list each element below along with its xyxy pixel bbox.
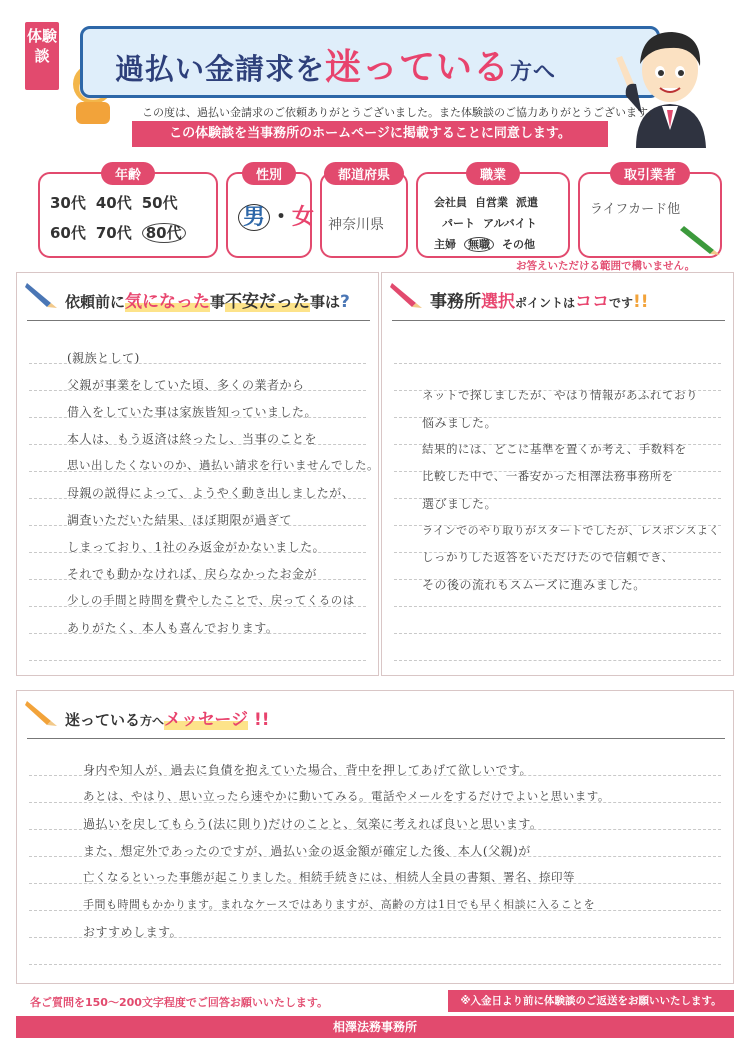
ruled-line — [29, 964, 721, 965]
handwritten-line: その後の流れもスムーズに進みました。 — [422, 578, 646, 592]
handwritten-line: 悩みました。 — [422, 416, 498, 430]
gender-box — [226, 168, 315, 258]
job-option: 派遣 — [516, 196, 538, 209]
message-title-part: 方へ — [140, 714, 165, 728]
exclamation-mark: !! — [254, 710, 270, 730]
return-deadline-note: ※入金日より前に体験談のご返送をお願いいたします。 — [448, 990, 734, 1012]
ruled-line — [394, 606, 721, 607]
age-option: 40代 — [95, 194, 132, 212]
age-box — [38, 168, 218, 258]
job-option-selected: 無職 — [464, 237, 494, 252]
prefecture-label: 都道府県 — [324, 162, 404, 185]
side-tag: 体験談 — [25, 22, 59, 90]
gender-options — [238, 200, 314, 231]
gender-female: 女 — [292, 205, 315, 230]
handwritten-line: 本人は、もう返済は終ったし、当事のことを — [67, 432, 318, 446]
job-label: 職業 — [466, 162, 520, 185]
pencil-icon — [25, 279, 59, 309]
job-option: 会社員 — [434, 196, 467, 209]
job-option: パート — [442, 217, 475, 230]
answer-length-note: 各ご質問を150〜200文字程度でご回答お願いいたします。 — [30, 996, 329, 1009]
pencil-icon — [390, 279, 424, 309]
title-banner — [80, 26, 660, 98]
message-panel — [16, 690, 734, 984]
title-part-3: 方へ — [510, 60, 557, 85]
office-choice-title-highlight: ココ — [575, 292, 610, 312]
lender-value: ライフカード他 — [590, 202, 681, 217]
gender-male-selected: 男 — [238, 204, 270, 231]
prefecture-box — [320, 168, 408, 258]
office-name-bar: 相澤法務事務所 — [16, 1016, 734, 1038]
age-option: 70代 — [95, 224, 132, 242]
title-part-1: 過払い金請求を — [115, 52, 326, 86]
handwritten-line: 借入をしていた事は家族皆知っていました。 — [67, 405, 318, 419]
office-choice-panel — [381, 272, 734, 676]
handwritten-line: おすすめします。 — [83, 925, 183, 939]
handwritten-line: ネットで探しましたが、やはり情報があふれており — [422, 388, 698, 402]
age-row-1 — [50, 192, 188, 213]
handwritten-line: 選びました。 — [422, 497, 498, 511]
handwritten-line: 身内や知人が、過去に負債を抱えていた場合、背中を押してあげて欲しいです。 — [83, 763, 533, 777]
handwritten-line: しっかりした返答をいただけたので信頼でき、 — [422, 550, 674, 564]
gender-label: 性別 — [242, 162, 296, 185]
job-options — [434, 192, 546, 255]
page-title — [115, 39, 556, 90]
handwritten-line: また、想定外であったのですが、過払い金の返金額が確定した後、本人(父親)が — [83, 844, 531, 858]
thanks-text: この度は、過払い金請求のご依頼ありがとうございました。また体験談のご協力ありがとうございます。 — [142, 106, 659, 119]
handwritten-line: 手間も時間もかかります。まれなケースではありますが、高齢の方は1日でも早く相談に入ることを — [83, 898, 596, 911]
handwritten-line: 亡くなるといった事態が起こりました。相続手続きには、相続人全員の書類、署名、捺印等 — [83, 870, 575, 884]
handwritten-line: 調査いただいた結果、ほぼ期限が過ぎて — [67, 513, 293, 527]
age-option: 50代 — [141, 194, 178, 212]
question-mark: ? — [340, 292, 350, 312]
job-box — [416, 168, 570, 258]
handwritten-line: それでも動かなければ、戻らなかったお金が — [67, 567, 318, 581]
handwritten-line: ありがたく、本人も喜んでおります。 — [67, 621, 279, 635]
handwritten-line: ラインでのやり取りがスタートでしたが、レスポンスよく — [422, 524, 721, 537]
prefecture-value: 神奈川県 — [328, 217, 384, 233]
job-option: その他 — [502, 238, 535, 251]
office-choice-title-part: です — [609, 296, 634, 310]
gender-separator: ・ — [270, 205, 293, 230]
message-title-highlight: メッセージ — [164, 710, 249, 730]
handwritten-line: 思い出したくないのか、過払い請求を行いませんでした。 — [67, 458, 379, 472]
exclamation-mark: !! — [633, 292, 649, 312]
concerns-panel — [16, 272, 379, 676]
age-label: 年齢 — [101, 162, 155, 185]
office-choice-title-part: 事務所 — [430, 292, 481, 312]
title-highlight: 迷っている — [325, 47, 511, 88]
age-row-2 — [50, 222, 196, 243]
office-choice-title-part: ポイントは — [515, 296, 576, 310]
age-option: 30代 — [50, 194, 86, 212]
age-option-selected: 80代 — [142, 223, 186, 243]
job-option: 主婦 — [434, 238, 456, 251]
pencil-icon — [25, 697, 59, 727]
concerns-title-part: 事 — [210, 293, 226, 311]
message-title-part: 迷っている — [65, 711, 141, 729]
concerns-title — [65, 287, 350, 312]
answer-range-note: お答えいただける範囲で構いません。 — [516, 260, 696, 272]
concerns-title-part: 事は — [310, 293, 341, 311]
handwritten-line: 比較した中で、一番安かった相澤法務事務所を — [422, 469, 674, 483]
job-option: アルバイト — [483, 217, 537, 230]
handwritten-line: (親族として) — [67, 351, 140, 365]
concerns-title-highlight: 気になった — [125, 292, 211, 312]
lender-label: 取引業者 — [610, 162, 690, 185]
pencil-icon — [680, 220, 722, 256]
handwritten-line: 母親の説得によって、ようやく動き出しましたが、 — [67, 486, 355, 500]
office-choice-title — [430, 287, 649, 312]
age-option: 60代 — [50, 224, 86, 242]
ruled-line — [394, 363, 721, 364]
handwritten-line: 結果的には、どこに基準を置くか考え、手数料を — [422, 442, 687, 456]
job-option: 自営業 — [475, 196, 508, 209]
handwritten-line: あとは、やはり、思い立ったら速やかに動いてみる。電話やメールをするだけでよいと思います。 — [83, 789, 610, 803]
lawyer-mascot-icon — [606, 18, 734, 148]
concerns-title-highlight: 不安だった — [225, 292, 311, 312]
ruled-line — [29, 660, 366, 661]
handwritten-line: 過払いを戻してもらう(法に則り)だけのことと、気楽に考えれば良いと思います。 — [83, 817, 543, 831]
message-title — [65, 705, 270, 730]
ruled-line — [394, 633, 721, 634]
concerns-title-part: 依頼前に — [65, 293, 126, 311]
lender-box — [578, 168, 722, 258]
office-choice-title-highlight: 選択 — [481, 292, 515, 312]
handwritten-line: 父親が事業をしていた頃、多くの業者から — [67, 378, 305, 392]
handwritten-line: 少しの手間と時間を費やしたことで、戻ってくるのは — [67, 593, 355, 607]
handwritten-line: しまっており、1社のみ返金がかないました。 — [67, 540, 326, 554]
consent-banner: この体験談を当事務所のホームページに掲載することに同意します。 — [132, 121, 608, 147]
ruled-line — [394, 660, 721, 661]
